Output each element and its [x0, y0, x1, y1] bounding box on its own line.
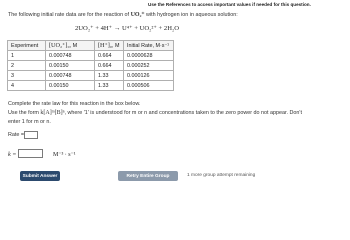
intro-pre: The following initial rate data are for the reaction of [8, 12, 131, 18]
rate-law-form: k[A]ᵐ[B]ⁿ [40, 110, 65, 116]
cell-h: 1.33 [95, 71, 124, 81]
header-initial-rate: Initial Rate, M·s⁻¹ [124, 41, 174, 51]
reaction-equation: 2UO₂⁺ + 4H⁺ → U⁴⁺ + UO₂²⁺ + 2H₂O [75, 25, 180, 32]
cell-experiment: 1 [8, 51, 46, 61]
cell-experiment: 2 [8, 61, 46, 71]
retry-entire-group-button[interactable]: Retry Entire Group [118, 171, 178, 181]
table-header-row [8, 41, 174, 51]
header-h-concentration [95, 41, 124, 51]
form-instruction-post: , where '1' is understood for m or n and concentrations taken to the zero power do not appear. Don't [64, 110, 302, 116]
cell-rate: 0.000506 [124, 81, 174, 91]
table-row [8, 81, 174, 91]
header-h-unit: , M [112, 43, 120, 49]
submit-answer-button[interactable]: Submit Answer [20, 171, 60, 181]
form-instruction [8, 110, 302, 116]
enter-one-instruction: enter 1 for m or n. [8, 119, 51, 125]
rate-constant-units: M⁻³ · s⁻¹ [53, 152, 76, 158]
header-uo2-symbol: [UO₂⁺]₀ [49, 42, 70, 49]
cell-h: 0.664 [95, 61, 124, 71]
k-label: k = [8, 151, 17, 158]
references-notice: Use the References to access important values if needed for this question. [148, 2, 311, 7]
cell-experiment: 3 [8, 71, 46, 81]
cell-rate: 0.000126 [124, 71, 174, 81]
cell-rate: 0.0000628 [124, 51, 174, 61]
intro-text [8, 11, 238, 18]
header-h-symbol: [H⁺]₀ [98, 42, 113, 49]
cell-uo2: 0.00150 [46, 81, 95, 91]
cell-rate: 0.000252 [124, 61, 174, 71]
intro-post: with hydrogen ion in aqueous solution: [144, 12, 238, 18]
intro-species: UO₂⁺ [130, 12, 145, 18]
header-experiment: Experiment [8, 41, 46, 51]
form-instruction-pre: Use the form [8, 110, 41, 116]
header-uo2-concentration [46, 41, 95, 51]
rate-data-table [7, 40, 174, 91]
cell-h: 1.33 [95, 81, 124, 91]
cell-uo2: 0.000748 [46, 71, 95, 81]
header-uo2-unit: , M [69, 43, 78, 49]
cell-uo2: 0.000748 [46, 51, 95, 61]
cell-h: 0.664 [95, 51, 124, 61]
cell-experiment: 4 [8, 81, 46, 91]
attempts-remaining-text: 1 more group attempt remaining [187, 173, 256, 178]
complete-instruction: Complete the rate law for this reaction in the box below. [8, 101, 141, 107]
table-row [8, 61, 174, 71]
table-row [8, 51, 174, 61]
rate-constant-input[interactable] [18, 149, 43, 158]
table-row [8, 71, 174, 81]
cell-uo2: 0.00150 [46, 61, 95, 71]
rate-label: Rate = [8, 132, 25, 138]
rate-law-input[interactable] [24, 131, 38, 139]
